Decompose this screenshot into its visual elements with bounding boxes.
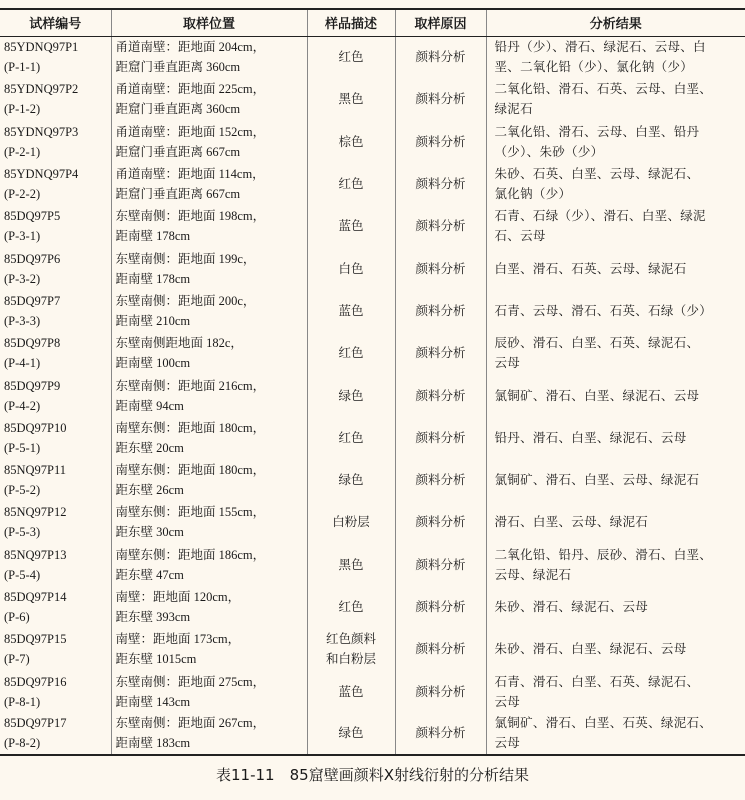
cell-description-line: 绿色: [338, 387, 364, 403]
header-description: 样品描述: [307, 9, 395, 36]
cell-sample-id-line: (P-8-1): [4, 694, 41, 709]
cell-result: [486, 121, 745, 163]
cell-description-line: 红色: [338, 429, 364, 445]
cell-location-line: 距东壁 1015cm: [115, 652, 197, 667]
cell-location-line: 东壁南侧：距地面 275cm，: [115, 674, 266, 689]
cell-reason: 颜料分析: [395, 628, 486, 670]
cell-sample-id-line: (P-2-1): [4, 144, 41, 159]
cell-reason: 颜料分析: [395, 205, 486, 247]
cell-location-line: 距东壁 20cm: [115, 440, 184, 455]
cell-sample-id-line: 85DQ97P15: [4, 632, 67, 647]
cell-sample-id-line: 85DQ97P16: [4, 674, 67, 689]
cell-result-line: 氯铜矿、滑石、白垩、云母、绿泥石: [494, 472, 700, 488]
cell-result-line: 朱砂、滑石、绿泥石、云母: [494, 599, 649, 614]
cell-reason: 颜料分析: [395, 544, 486, 586]
cell-description: [307, 247, 395, 289]
cell-sample-id-line: 85NQ97P12: [4, 505, 67, 520]
cell-description-line: 白粉层: [332, 514, 370, 530]
cell-reason: 颜料分析: [395, 247, 486, 289]
table-header-row: [0, 9, 745, 36]
cell-location-line: 距窟门垂直距离 360cm: [115, 60, 241, 75]
cell-sample-id-line: 85DQ97P14: [4, 590, 67, 604]
cell-sample-id-line: 85DQ97P5: [4, 209, 61, 224]
cell-sample-id: [0, 374, 111, 416]
cell-location: [111, 36, 307, 78]
cell-sample-id-line: 85NQ97P13: [4, 547, 67, 562]
cell-sample-id-line: 85YDNQ97P4: [4, 167, 79, 182]
cell-reason: 颜料分析: [395, 459, 486, 501]
cell-reason: 颜料分析: [395, 78, 486, 120]
cell-result: [486, 628, 745, 670]
cell-result-line: 氯铜矿、滑石、白垩、绿泥石、云母: [494, 387, 700, 403]
cell-description: [307, 78, 395, 120]
cell-sample-id: [0, 247, 111, 289]
cell-description-line: 白色: [338, 260, 364, 276]
cell-sample-id-line: (P-6): [4, 610, 30, 624]
cell-result-line: 白垩、滑石、石英、云母、绿泥石: [494, 260, 687, 276]
cell-location: [111, 78, 307, 120]
cell-reason: 颜料分析: [395, 332, 486, 374]
cell-result-line: 朱砂、石英、白垩、云母、绿泥石、: [494, 166, 700, 182]
cell-sample-id: [0, 417, 111, 459]
cell-result-line: 云母: [494, 693, 521, 709]
table-row: [0, 78, 745, 120]
cell-location-line: 距窟门垂直距离 667cm: [115, 187, 241, 202]
cell-location: [111, 205, 307, 247]
cell-result: [486, 586, 745, 628]
table-row: [0, 544, 745, 586]
analysis-table: [0, 8, 745, 756]
cell-location-line: 东壁南侧：距地面 267cm，: [115, 716, 266, 731]
cell-reason: 颜料分析: [395, 163, 486, 205]
cell-sample-id-line: (P-3-1): [4, 229, 41, 244]
cell-result-line: 垩、二氧化铅（少）、氯化钠（少）: [494, 59, 694, 75]
cell-sample-id-line: 85YDNQ97P3: [4, 124, 79, 139]
cell-description: [307, 417, 395, 459]
cell-sample-id-line: (P-1-2): [4, 102, 41, 117]
cell-sample-id-line: 85YDNQ97P2: [4, 82, 79, 97]
cell-location-line: 距南壁 100cm: [115, 356, 191, 371]
table-row: [0, 332, 745, 374]
cell-sample-id-line: (P-1-1): [4, 60, 41, 75]
cell-description: [307, 36, 395, 78]
header-location: 取样位置: [111, 9, 307, 36]
cell-sample-id: [0, 670, 111, 712]
table-row: [0, 290, 745, 332]
table-row: [0, 163, 745, 205]
header-reason: 取样原因: [395, 9, 486, 36]
cell-result-line: 二氧化铅、滑石、云母、白垩、铅丹: [494, 123, 700, 139]
cell-location: [111, 459, 307, 501]
cell-description-line: 红色: [338, 49, 364, 65]
cell-description-line: 绿色: [338, 725, 364, 741]
cell-description-line: 和白粉层: [325, 651, 376, 667]
cell-description-line: 红色: [338, 176, 364, 192]
cell-sample-id-line: 85DQ97P6: [4, 251, 61, 266]
cell-location-line: 东壁南侧距地面 182c，: [115, 336, 243, 351]
cell-location-line: 甬道南壁：距地面 152cm，: [115, 124, 266, 139]
cell-sample-id-line: (P-5-2): [4, 483, 41, 498]
cell-location-line: 南壁东侧：距地面 155cm，: [115, 505, 266, 520]
cell-description: [307, 121, 395, 163]
cell-location-line: 距东壁 30cm: [115, 525, 184, 540]
cell-result-line: 氯化钠（少）: [494, 186, 572, 202]
table-row: [0, 121, 745, 163]
cell-location-line: 东壁南侧：距地面 200c，: [115, 293, 256, 308]
cell-location-line: 东壁南侧：距地面 198cm，: [115, 209, 266, 224]
cell-location-line: 东壁南侧：距地面 199c，: [115, 251, 256, 266]
cell-description: [307, 544, 395, 586]
cell-reason: 颜料分析: [395, 417, 486, 459]
table-row: [0, 247, 745, 289]
cell-description-line: 蓝色: [338, 683, 364, 699]
cell-result: [486, 501, 745, 543]
cell-location: [111, 417, 307, 459]
cell-sample-id: [0, 78, 111, 120]
cell-sample-id-line: (P-5-1): [4, 440, 41, 455]
cell-result: [486, 670, 745, 712]
cell-result-line: （少）、朱砂（少）: [494, 143, 604, 159]
cell-result: [486, 36, 745, 78]
table-row: [0, 586, 745, 628]
cell-result-line: 二氧化铅、铅丹、辰砂、滑石、白垩、: [494, 546, 713, 562]
cell-description-line: 红色: [338, 599, 364, 614]
cell-description-line: 黑色: [338, 556, 364, 572]
cell-description: [307, 290, 395, 332]
cell-sample-id-line: (P-4-1): [4, 356, 41, 371]
cell-sample-id-line: (P-5-3): [4, 525, 41, 540]
cell-location-line: 甬道南壁：距地面 114cm，: [115, 167, 265, 182]
cell-result: [486, 205, 745, 247]
cell-reason: 颜料分析: [395, 121, 486, 163]
cell-location-line: 距南壁 210cm: [115, 313, 191, 328]
header-sample-id: 试样编号: [0, 9, 111, 36]
cell-sample-id-line: (P-8-2): [4, 736, 41, 751]
cell-location-line: 甬道南壁：距地面 204cm，: [115, 40, 266, 55]
header-result: 分析结果: [486, 9, 745, 36]
cell-description: [307, 459, 395, 501]
cell-result-line: 朱砂、滑石、白垩、绿泥石、云母: [494, 641, 687, 657]
cell-location: [111, 163, 307, 205]
cell-location: [111, 332, 307, 374]
cell-sample-id: [0, 628, 111, 670]
cell-location-line: 距南壁 143cm: [115, 694, 191, 709]
cell-result: [486, 417, 745, 459]
cell-description: [307, 586, 395, 628]
cell-result-line: 绿泥石: [494, 101, 533, 117]
cell-sample-id-line: 85DQ97P9: [4, 378, 61, 393]
cell-result-line: 石青、滑石、白垩、石英、绿泥石、: [494, 673, 700, 689]
cell-description-line: 黑色: [338, 91, 364, 107]
cell-reason: 颜料分析: [395, 586, 486, 628]
cell-sample-id: [0, 332, 111, 374]
cell-sample-id-line: 85DQ97P7: [4, 293, 61, 308]
cell-description: [307, 163, 395, 205]
cell-location-line: 距窟门垂直距离 667cm: [115, 144, 241, 159]
cell-description: [307, 713, 395, 755]
cell-result: [486, 459, 745, 501]
cell-sample-id: [0, 544, 111, 586]
cell-result-line: 石青、云母、滑石、石英、石绿（少）: [494, 302, 713, 318]
table-row: [0, 374, 745, 416]
cell-sample-id-line: (P-4-2): [4, 398, 41, 413]
cell-result: [486, 163, 745, 205]
cell-location-line: 甬道南壁：距地面 225cm，: [115, 82, 266, 97]
cell-sample-id-line: (P-7): [4, 652, 30, 667]
cell-sample-id: [0, 121, 111, 163]
cell-sample-id: [0, 459, 111, 501]
table-row: [0, 36, 745, 78]
cell-sample-id-line: 85DQ97P10: [4, 420, 67, 435]
cell-result: [486, 374, 745, 416]
cell-location-line: 距窟门垂直距离 360cm: [115, 102, 241, 117]
table-row: [0, 628, 745, 670]
cell-location: [111, 586, 307, 628]
cell-result: [486, 78, 745, 120]
cell-location: [111, 628, 307, 670]
cell-location-line: 距东壁 47cm: [115, 567, 184, 582]
cell-location-line: 南壁：距地面 173cm，: [115, 632, 241, 647]
cell-description: [307, 628, 395, 670]
cell-description-line: 红色: [338, 345, 364, 361]
cell-description: [307, 332, 395, 374]
cell-result-line: 辰砂、滑石、白垩、石英、绿泥石、: [494, 335, 700, 351]
cell-result-line: 云母: [494, 735, 521, 751]
cell-sample-id: [0, 586, 111, 628]
table-row: [0, 713, 745, 755]
cell-reason: 颜料分析: [395, 713, 486, 755]
cell-location: [111, 247, 307, 289]
cell-result-line: 氯铜矿、滑石、白垩、石英、绿泥石、: [494, 715, 713, 731]
cell-location: [111, 290, 307, 332]
cell-sample-id: [0, 290, 111, 332]
cell-location: [111, 501, 307, 543]
table-row: [0, 459, 745, 501]
cell-location-line: 距南壁 94cm: [115, 398, 184, 413]
cell-sample-id: [0, 501, 111, 543]
cell-reason: 颜料分析: [395, 501, 486, 543]
cell-result-line: 铅丹（少）、滑石、绿泥石、云母、白: [494, 39, 706, 55]
cell-description-line: 红色颜料: [325, 631, 376, 647]
cell-reason: 颜料分析: [395, 36, 486, 78]
table-row: [0, 417, 745, 459]
cell-sample-id-line: 85NQ97P11: [4, 463, 67, 478]
cell-location: [111, 374, 307, 416]
cell-sample-id-line: (P-5-4): [4, 567, 41, 582]
cell-sample-id-line: (P-2-2): [4, 187, 41, 202]
cell-description-line: 绿色: [338, 472, 364, 488]
cell-sample-id-line: (P-3-2): [4, 271, 41, 286]
cell-location-line: 距南壁 178cm: [115, 229, 191, 244]
cell-description: [307, 205, 395, 247]
cell-result-line: 云母: [494, 355, 521, 371]
cell-location-line: 距东壁 393cm: [115, 610, 191, 624]
cell-result: [486, 713, 745, 755]
cell-result-line: 石青、石绿（少）、滑石、白垩、绿泥: [494, 208, 706, 224]
cell-result: [486, 544, 745, 586]
cell-sample-id: [0, 163, 111, 205]
cell-result-line: 云母、绿泥石: [494, 566, 572, 582]
cell-location: [111, 544, 307, 586]
cell-sample-id: [0, 36, 111, 78]
cell-location: [111, 670, 307, 712]
cell-result: [486, 247, 745, 289]
cell-location-line: 南壁东侧：距地面 186cm，: [115, 547, 266, 562]
cell-location-line: 南壁东侧：距地面 180cm，: [115, 463, 266, 478]
cell-location: [111, 121, 307, 163]
cell-sample-id: [0, 713, 111, 755]
cell-reason: 颜料分析: [395, 670, 486, 712]
cell-sample-id-line: (P-3-3): [4, 313, 41, 328]
cell-location: [111, 713, 307, 755]
cell-description-line: 蓝色: [338, 218, 364, 234]
cell-result-line: 铅丹、滑石、白垩、绿泥石、云母: [494, 429, 687, 445]
cell-location-line: 南壁：距地面 120cm，: [115, 590, 241, 604]
cell-reason: 颜料分析: [395, 374, 486, 416]
cell-result-line: 二氧化铅、滑石、石英、云母、白垩、: [494, 81, 713, 97]
cell-description-line: 棕色: [338, 133, 364, 149]
cell-location-line: 距南壁 183cm: [115, 736, 191, 751]
cell-location-line: 距南壁 178cm: [115, 271, 191, 286]
cell-location-line: 南壁东侧：距地面 180cm，: [115, 420, 266, 435]
cell-result: [486, 332, 745, 374]
cell-result-line: 滑石、白垩、云母、绿泥石: [494, 514, 649, 530]
cell-result-line: 石、云母: [494, 228, 546, 244]
cell-description-line: 蓝色: [338, 302, 364, 318]
cell-description: [307, 670, 395, 712]
cell-description: [307, 501, 395, 543]
cell-location-line: 距东壁 26cm: [115, 483, 184, 498]
cell-description: [307, 374, 395, 416]
table-caption: 表11-11 85窟壁画颜料X射线衍射的分析结果: [216, 766, 529, 784]
cell-sample-id-line: 85DQ97P8: [4, 336, 61, 351]
cell-sample-id-line: 85DQ97P17: [4, 716, 67, 731]
table-row: [0, 501, 745, 543]
cell-result: [486, 290, 745, 332]
cell-sample-id-line: 85YDNQ97P1: [4, 40, 79, 55]
table-row: [0, 670, 745, 712]
cell-sample-id: [0, 205, 111, 247]
cell-reason: 颜料分析: [395, 290, 486, 332]
table-row: [0, 205, 745, 247]
cell-location-line: 东壁南侧：距地面 216cm，: [115, 378, 266, 393]
